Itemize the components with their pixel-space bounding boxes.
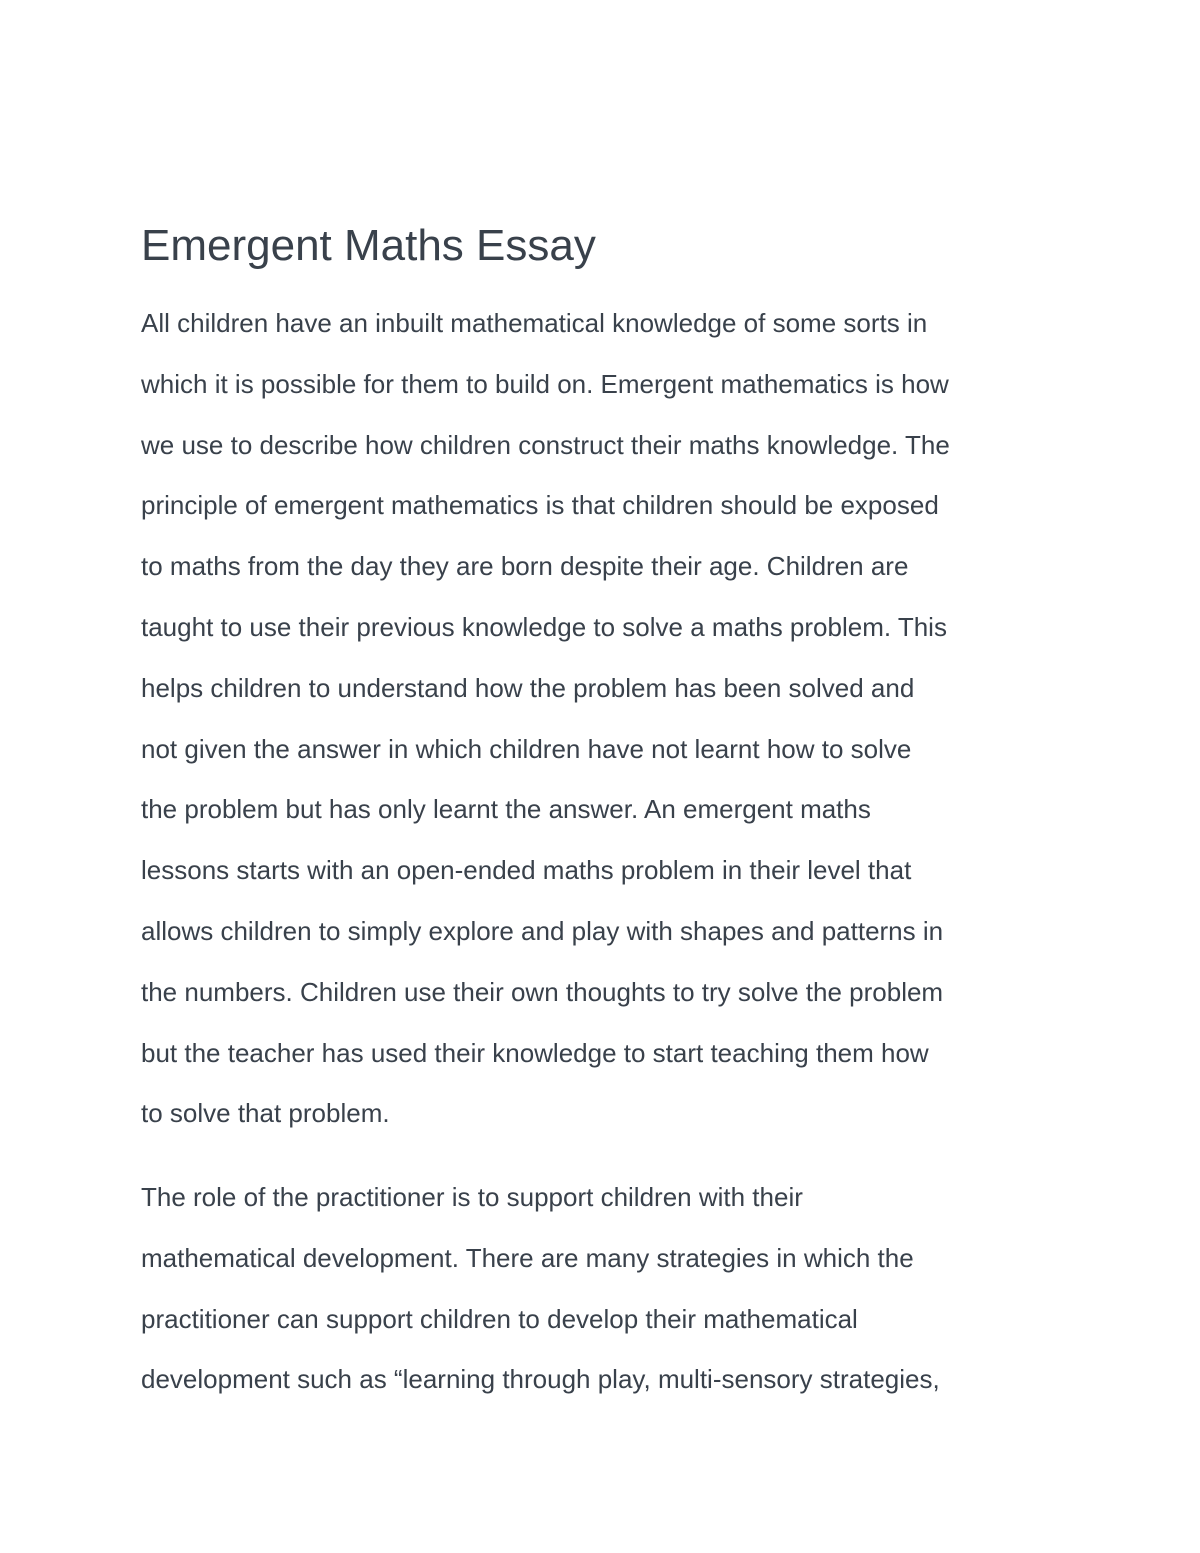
text-line: lessons starts with an open-ended maths problem in their level that xyxy=(141,855,912,886)
text-line: development such as “learning through play, multi-sensory strategies, xyxy=(141,1364,940,1395)
text-line: All children have an inbuilt mathematical knowledge of some sorts in xyxy=(141,308,928,338)
paragraph-emergent-maths xyxy=(141,293,950,1144)
paragraph-practitioner-role xyxy=(141,1167,940,1410)
text-line: allows children to simply explore and play with shapes and patterns in xyxy=(141,915,944,946)
text-line: not given the answer in which children have not learnt how to solve xyxy=(141,733,912,764)
text-line: principle of emergent mathematics is that children should be exposed xyxy=(141,490,939,521)
text-line: taught to use their previous knowledge to solve a maths problem. This xyxy=(141,611,947,642)
text-line: which it is possible for them to build on. Emergent mathematics is how xyxy=(141,368,949,399)
text-line: the problem but has only learnt the answer. An emergent maths xyxy=(141,794,871,825)
text-line: helps children to understand how the problem has been solved and xyxy=(141,672,915,703)
text-line: mathematical development. There are many strategies in which the xyxy=(141,1242,914,1273)
text-line: the numbers. Children use their own thoughts to try solve the problem xyxy=(141,976,944,1007)
text-line: The role of the practitioner is to support children with their xyxy=(141,1182,803,1212)
text-line: but the teacher has used their knowledge to start teaching them how xyxy=(141,1037,929,1068)
text-line: we use to describe how children construct their maths knowledge. The xyxy=(141,429,950,460)
text-line: practitioner can support children to develop their mathematical xyxy=(141,1303,858,1334)
document-title: Emergent Maths Essay xyxy=(141,221,596,270)
text-line: to solve that problem. xyxy=(141,1098,390,1129)
text-line: to maths from the day they are born despite their age. Children are xyxy=(141,551,909,582)
